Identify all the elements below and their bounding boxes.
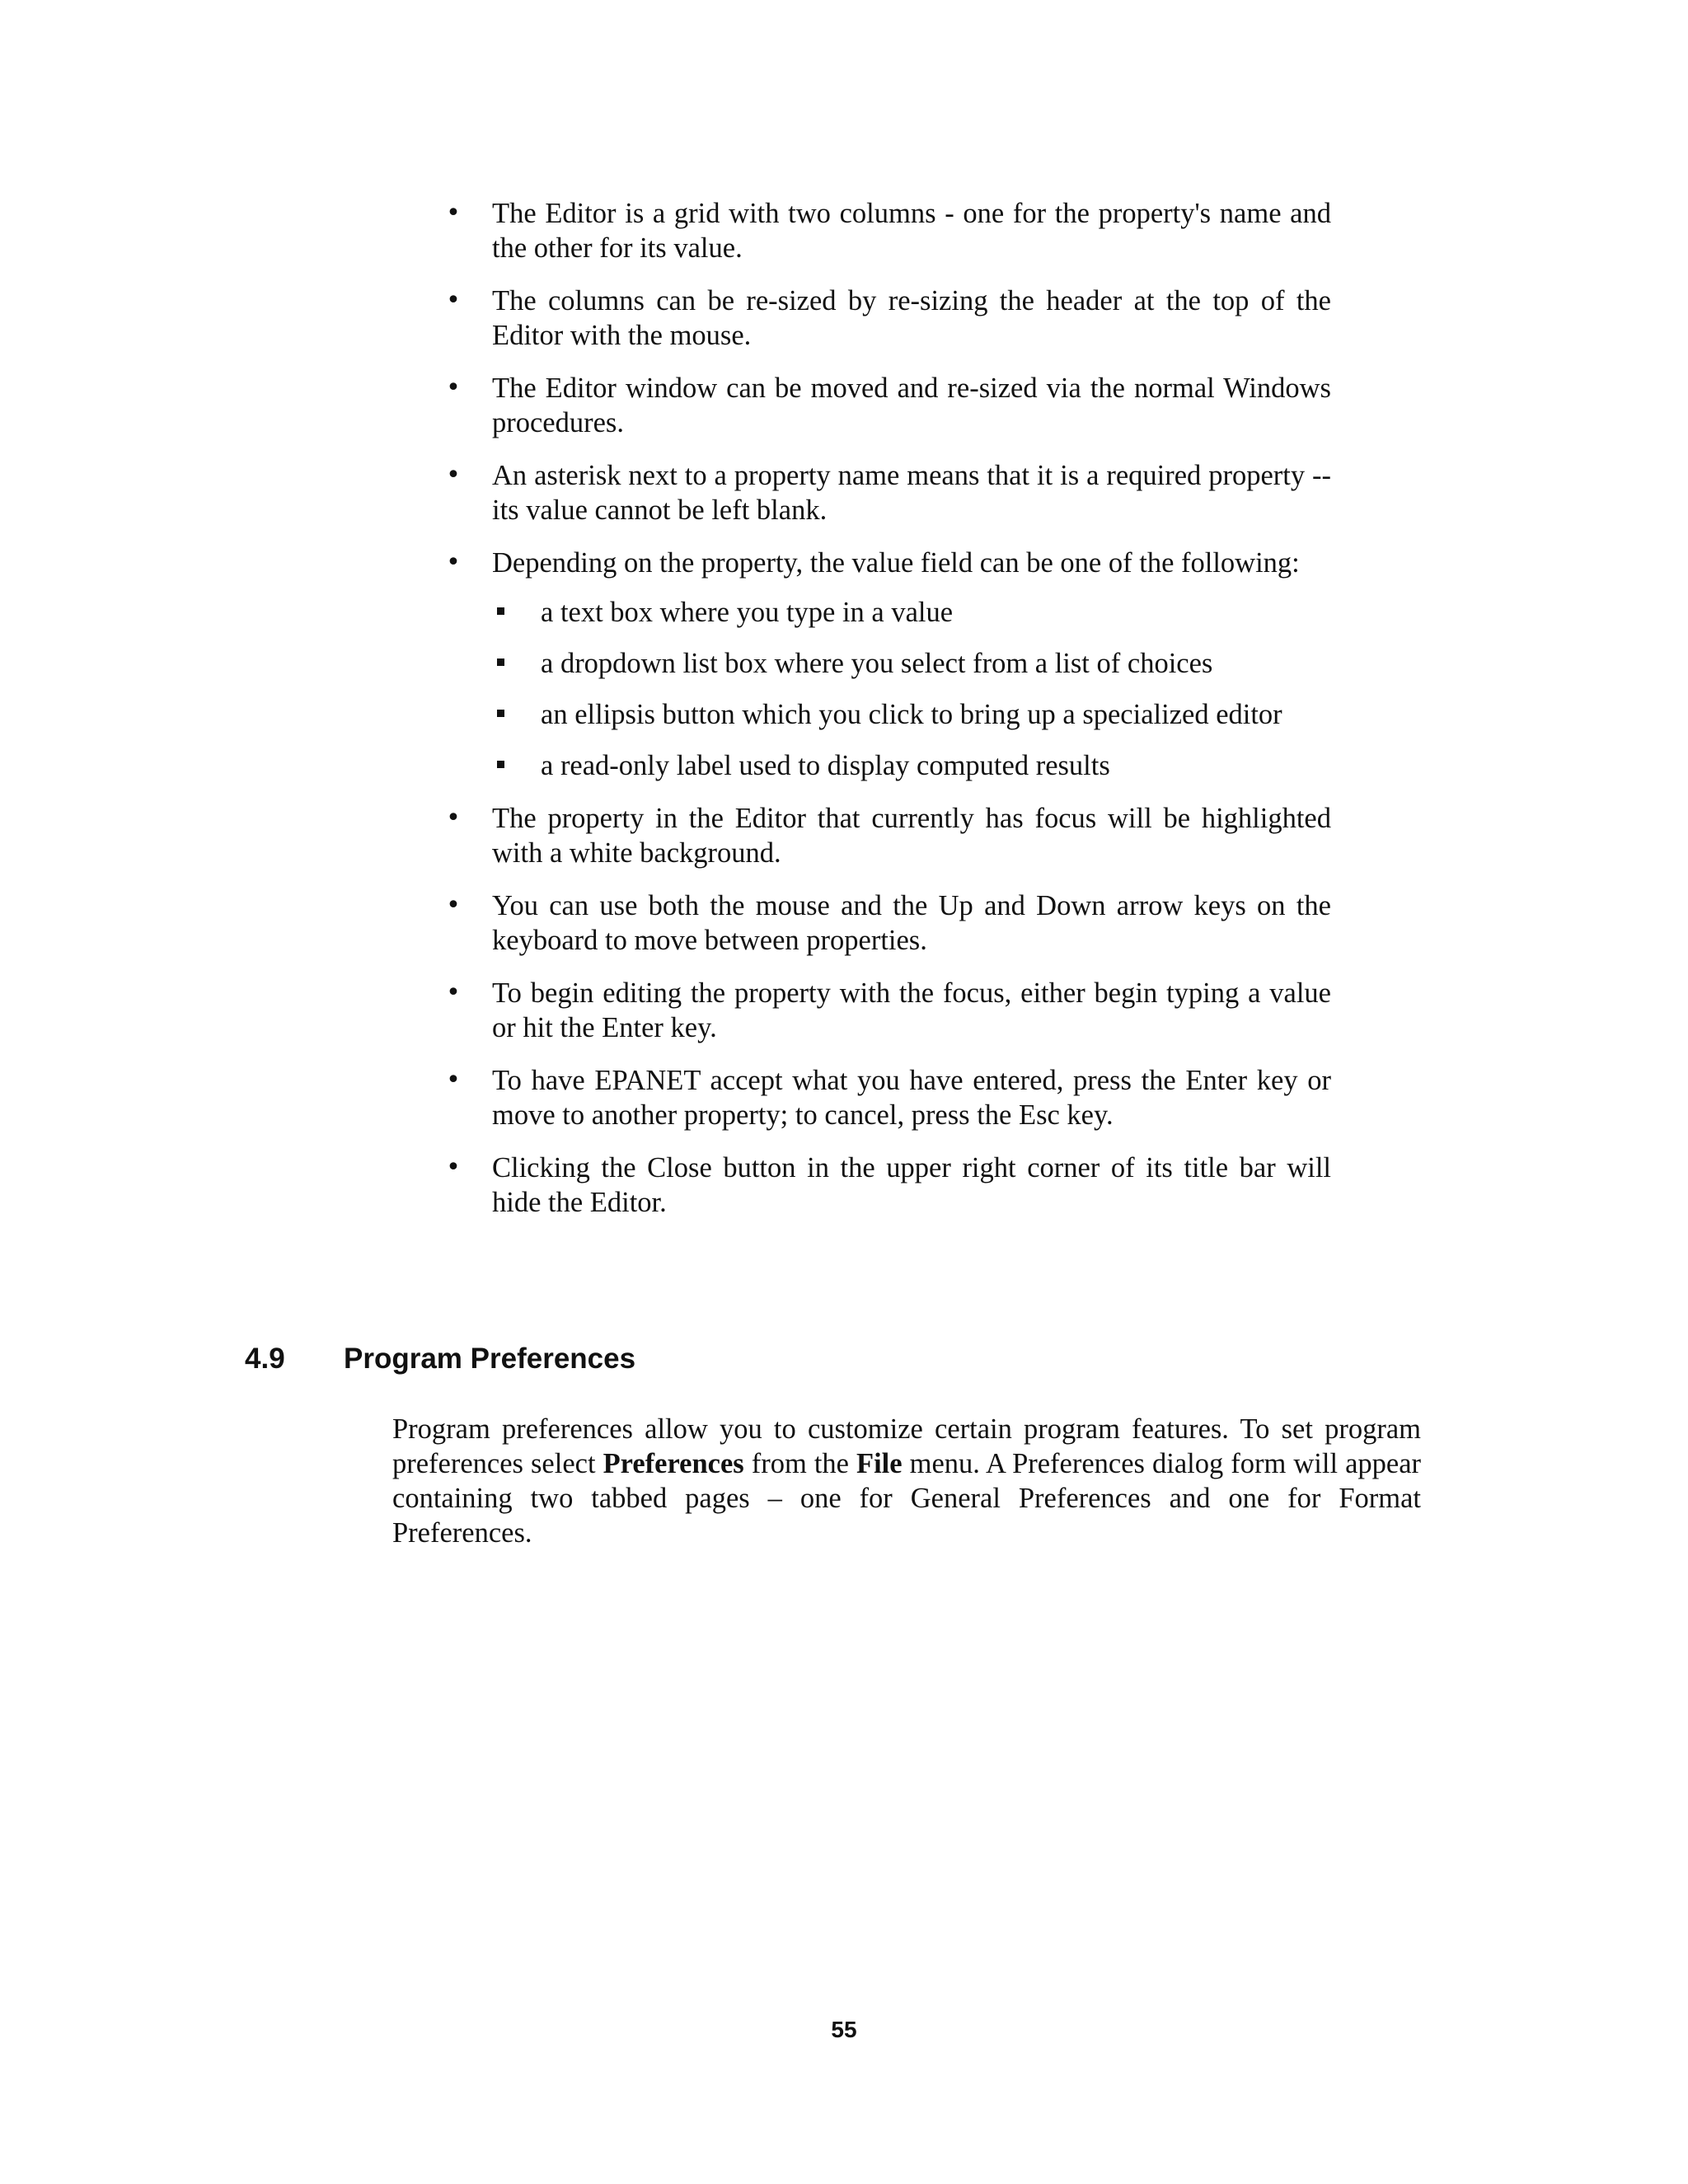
body-paragraph bbox=[392, 1412, 1421, 1550]
bullet-dot-icon: • bbox=[446, 1153, 461, 1182]
bullet-item bbox=[445, 1151, 1331, 1220]
bullet-text: An asterisk next to a property name means that it is a required property -- its value cannot be left blank. bbox=[492, 460, 1331, 526]
square-bullet-icon bbox=[497, 658, 504, 666]
section-number: 4.9 bbox=[245, 1343, 285, 1375]
bullet-text: To begin editing the property with the focus, either begin typing a value or hit the Enter key. bbox=[492, 977, 1331, 1043]
bullet-dot-icon: • bbox=[446, 373, 461, 402]
bullet-dot-icon: • bbox=[446, 804, 461, 832]
sub-bullet-text: an ellipsis button which you click to bring up a specialized editor bbox=[541, 699, 1282, 730]
bullet-dot-icon: • bbox=[446, 891, 461, 920]
bullet-dot-icon: • bbox=[446, 548, 461, 577]
bullet-text: The Editor window can be moved and re-sized via the normal Windows procedures. bbox=[492, 373, 1331, 438]
square-bullet-icon bbox=[497, 607, 504, 615]
bullet-item bbox=[445, 458, 1331, 527]
bullet-item bbox=[445, 546, 1331, 783]
sub-bullet-item bbox=[445, 595, 1331, 630]
paragraph-text: Program preferences allow you to customize certain program features. To set program preferences select bbox=[392, 1413, 1421, 1479]
sub-bullet-text: a dropdown list box where you select from a list of choices bbox=[541, 648, 1213, 679]
bullet-item bbox=[445, 801, 1331, 870]
bullet-text: Clicking the Close button in the upper right corner of its title bar will hide the Editor. bbox=[492, 1152, 1331, 1218]
sub-bullet-list bbox=[445, 595, 1331, 783]
section-title: Program Preferences bbox=[344, 1343, 636, 1375]
bullet-text: The property in the Editor that currently has focus will be highlighted with a white background. bbox=[492, 803, 1331, 869]
sub-bullet-text: a read-only label used to display computed results bbox=[541, 750, 1110, 781]
bullet-text: Depending on the property, the value field can be one of the following: bbox=[492, 547, 1300, 579]
bullet-item bbox=[445, 888, 1331, 958]
bullet-text: You can use both the mouse and the Up and Down arrow keys on the keyboard to move between properties. bbox=[492, 890, 1331, 956]
bullet-item bbox=[445, 1063, 1331, 1132]
bullet-item bbox=[445, 976, 1331, 1045]
paragraph-text: menu. A Preferences dialog form will appear containing two tabbed pages – one for General Preferences and one for Format Preferences. bbox=[392, 1448, 1421, 1549]
bullet-text: The Editor is a grid with two columns - one for the property's name and the other for its value. bbox=[492, 198, 1331, 264]
bullet-dot-icon: • bbox=[446, 461, 461, 490]
bullet-item bbox=[445, 371, 1331, 440]
page-number: 55 bbox=[831, 2017, 857, 2042]
bullet-dot-icon: • bbox=[446, 1066, 461, 1094]
bullet-item bbox=[445, 196, 1331, 265]
sub-bullet-item bbox=[445, 697, 1331, 732]
bullet-text: The columns can be re-sized by re-sizing the header at the top of the Editor with the mouse. bbox=[492, 285, 1331, 351]
bullet-list bbox=[445, 196, 1331, 1238]
bullet-item bbox=[445, 284, 1331, 353]
square-bullet-icon bbox=[497, 710, 504, 717]
sub-bullet-item bbox=[445, 748, 1331, 783]
section-heading bbox=[245, 1342, 635, 1376]
paragraph-text: from the bbox=[743, 1448, 857, 1479]
square-bullet-icon bbox=[497, 761, 504, 768]
preferences-term: Preferences bbox=[603, 1448, 744, 1479]
bullet-dot-icon: • bbox=[446, 286, 461, 315]
bullet-dot-icon: • bbox=[446, 199, 461, 227]
sub-bullet-text: a text box where you type in a value bbox=[541, 597, 954, 628]
bullet-dot-icon: • bbox=[446, 978, 461, 1007]
sub-bullet-item bbox=[445, 646, 1331, 681]
bullet-text: To have EPANET accept what you have entered, press the Enter key or move to another property; to cancel, press the Esc key. bbox=[492, 1065, 1331, 1131]
file-menu-term: File bbox=[856, 1448, 903, 1479]
